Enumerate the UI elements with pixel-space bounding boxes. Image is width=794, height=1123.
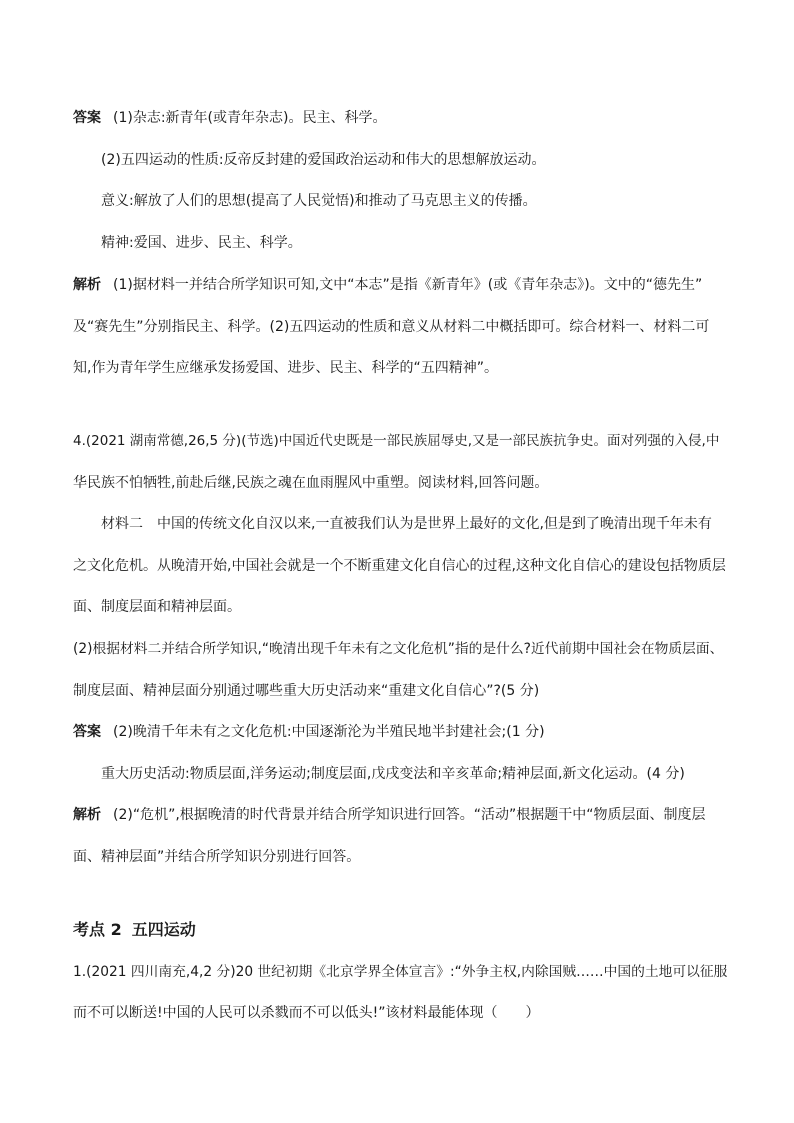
material-text: 之文化危机。从晚清开始,中国社会就是一个不断重建文化自信心的过程,这种文化自信心的建设包括物质层 xyxy=(73,558,726,574)
answer-label: 答案 xyxy=(73,110,101,126)
answer-label: 答案 xyxy=(73,724,101,740)
sub-question: 制度层面、精神层面分别通过哪些重大历史活动来“重建文化自信心”?(5 分) xyxy=(73,683,540,699)
analysis-line: 解析 (2)“危机”,根据晚清的时代背景并结合所学知识进行回答。“活动”根据题干中“物质层面、制度层 xyxy=(73,807,706,823)
analysis-label: 解析 xyxy=(73,807,101,823)
question-stem: 而不可以断送!中国的人民可以杀戮而不可以低头!”该材料最能体现（ ） xyxy=(73,1005,540,1021)
sub-question: (2)根据材料二并结合所学知识,“晚清出现千年未有之文化危机”指的是什么?近代前期中国社会在物质层面、 xyxy=(73,641,724,657)
question-stem: 1.(2021 四川南充,4,2 分)20 世纪初期《北京学界全体宣言》:“外争主权,内除国贼……中国的土地可以征服 xyxy=(73,964,728,980)
question-stem: 华民族不怕牺牲,前赴后继,民族之魂在血雨腥风中重塑。阅读材料,回答问题。 xyxy=(73,475,549,491)
material-text: 材料二 中国的传统文化自汉以来,一直被我们认为是世界上最好的文化,但是到了晚清出现千年未有 xyxy=(101,516,712,532)
analysis-label: 解析 xyxy=(73,277,101,293)
analysis-line: 及“赛先生”分别指民主、科学。(2)五四运动的性质和意义从材料二中概括即可。综合材料一、材料二可 xyxy=(73,319,710,335)
analysis-line: 面、精神层面”并结合所学知识分别进行回答。 xyxy=(73,849,361,865)
analysis-line: 知,作为青年学生应继承发扬爱国、进步、民主、科学的“五四精神”。 xyxy=(73,360,498,376)
answer-line: 意义:解放了人们的思想(提高了人民觉悟)和推动了马克思主义的传播。 xyxy=(101,193,537,209)
answer-line: 答案 (1)杂志:新青年(或青年杂志)。民主、科学。 xyxy=(73,110,387,126)
answer-line: 答案 (2)晚清千年未有之文化危机:中国逐渐沦为半殖民地半封建社会;(1 分) xyxy=(73,724,545,740)
section-heading xyxy=(73,919,196,941)
section-title: 五四运动 xyxy=(131,920,196,939)
analysis-line: 解析 (1)据材料一并结合所学知识可知,文中“本志”是指《新青年》(或《青年杂志》)。文中的“德先生” xyxy=(73,277,703,293)
answer-line: (2)五四运动的性质:反帝反封建的爱国政治运动和伟大的思想解放运动。 xyxy=(101,152,546,168)
material-text: 面、制度层面和精神层面。 xyxy=(73,599,241,615)
answer-line: 精神:爱国、进步、民主、科学。 xyxy=(101,235,302,251)
answer-line: 重大历史活动:物质层面,洋务运动;制度层面,戊戌变法和辛亥革命;精神层面,新文化运动。(4 分) xyxy=(101,766,685,782)
section-number: 考点 2 xyxy=(73,920,122,939)
question-stem: 4.(2021 湖南常德,26,5 分)(节选)中国近代史既是一部民族屈辱史,又是一部民族抗争史。面对列强的入侵,中 xyxy=(73,433,720,449)
